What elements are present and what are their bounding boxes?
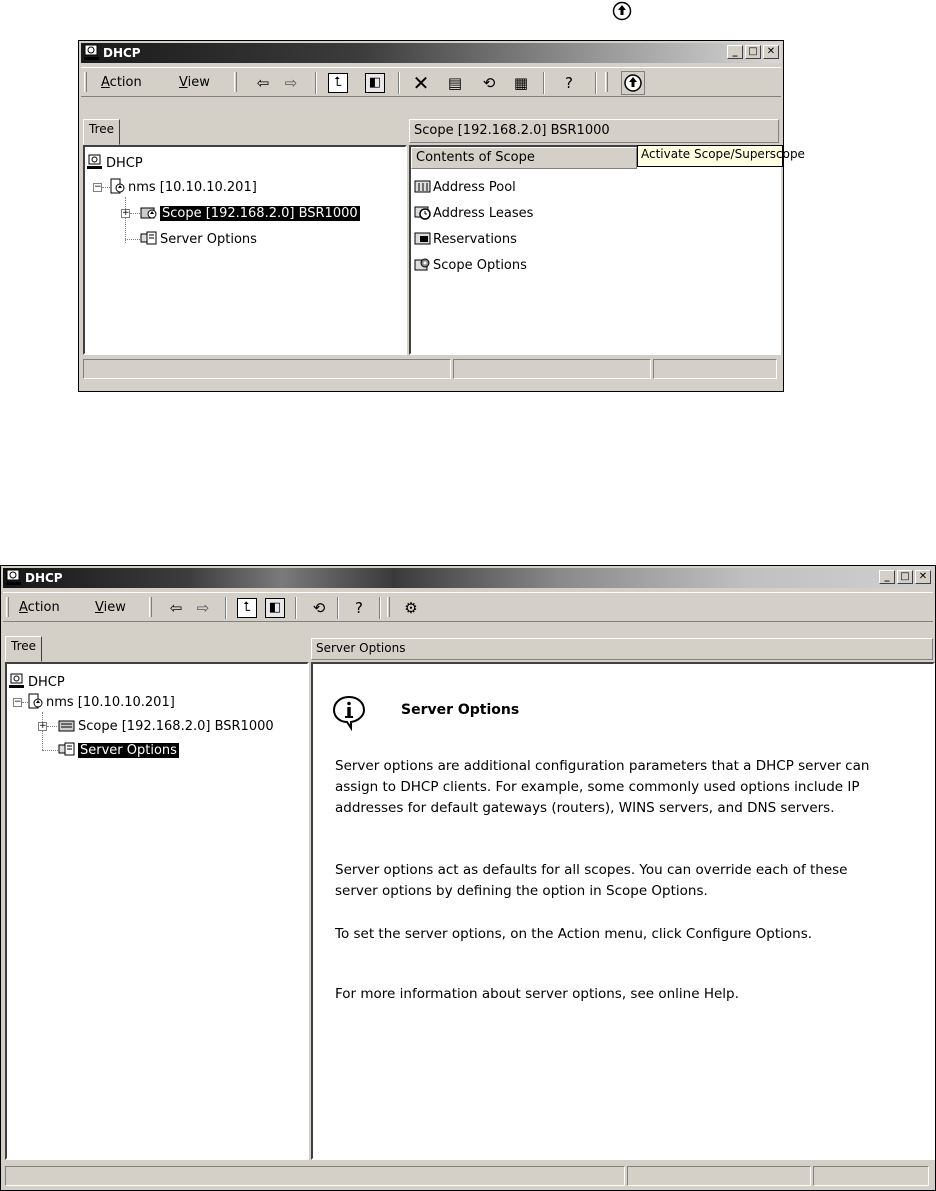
status-bar: [5, 1166, 933, 1186]
delete-icon[interactable]: ✕: [412, 71, 430, 95]
paragraph-4: For more information about server options, see online Help.: [335, 986, 739, 1002]
server-icon: [109, 179, 125, 193]
tree-node-scope[interactable]: Scope [192.168.2.0] BSR1000: [59, 718, 274, 734]
forward-arrow-icon[interactable]: ⇨: [284, 74, 298, 92]
tree-node-dhcp[interactable]: DHCP: [9, 674, 65, 690]
minimize-button[interactable]: _: [727, 45, 743, 59]
show-hide-tree-icon[interactable]: ◧: [265, 598, 285, 618]
info-icon: [331, 694, 367, 730]
back-arrow-icon[interactable]: ⇦: [256, 74, 270, 92]
right-pane-header: Server Options: [311, 638, 933, 660]
configure-options-icon[interactable]: ⚙: [404, 599, 418, 617]
tree-node-server[interactable]: nms [10.10.10.201]: [27, 694, 175, 710]
address-leases-icon: [415, 205, 431, 219]
tree-node-dhcp[interactable]: DHCP: [87, 155, 143, 171]
close-button[interactable]: ✕: [763, 45, 779, 59]
tree-node-scope[interactable]: Scope [192.168.2.0] BSR1000: [141, 205, 360, 221]
dhcp-window-scope: [78, 40, 805, 392]
tree-node-server[interactable]: nms [10.10.10.201]: [109, 179, 257, 195]
activate-scope-icon[interactable]: [621, 71, 645, 95]
expand-icon[interactable]: +: [122, 208, 130, 218]
tree-node-server-options[interactable]: Server Options: [59, 742, 179, 758]
title-bar[interactable]: [81, 43, 781, 63]
menu-action[interactable]: Action: [19, 600, 60, 615]
tab-tree[interactable]: Tree: [5, 636, 42, 662]
dhcp-node-icon: [87, 155, 103, 169]
properties-icon[interactable]: ▤: [447, 74, 463, 92]
contents-pane: [409, 145, 781, 355]
paragraph-2: Server options act as defaults for all scopes. You can override each of these server options by defining the option in Scope Options.: [335, 862, 848, 899]
up-level-icon[interactable]: ⮤: [237, 598, 257, 618]
column-header-contents[interactable]: Contents of Scope: [411, 147, 637, 169]
title-bar[interactable]: [3, 568, 933, 588]
maximize-button[interactable]: □: [897, 570, 913, 584]
info-title: Server Options: [401, 702, 520, 718]
refresh-icon[interactable]: ⟲: [482, 74, 496, 92]
scope-options-icon: [415, 257, 431, 271]
scope-activate-icon: [611, 0, 633, 22]
window-title: DHCP: [103, 46, 141, 60]
server-icon: [27, 694, 43, 708]
paragraph-1: Server options are additional configuration parameters that a DHCP server can assign to DHCP clients. For example, some commonly used options include IP addresses for default gateways (routers), WINS servers, and DNS servers.: [335, 758, 870, 816]
list-item-scope-options[interactable]: Scope Options: [415, 257, 527, 273]
collapse-icon[interactable]: −: [14, 697, 22, 707]
paragraph-3: To set the server options, on the Action menu, click Configure Options.: [335, 926, 813, 942]
dhcp-app-icon: [84, 45, 100, 60]
scope-folder-icon: [141, 205, 157, 219]
scope-folder-icon: [59, 718, 75, 732]
toolbar: [81, 67, 781, 97]
address-pool-icon: [415, 179, 431, 193]
help-icon[interactable]: ?: [355, 599, 363, 617]
info-pane: [311, 662, 935, 1160]
list-item-address-pool[interactable]: Address Pool: [415, 179, 516, 195]
dhcp-node-icon: [9, 674, 25, 688]
minimize-button[interactable]: _: [879, 570, 895, 584]
close-button[interactable]: ✕: [915, 570, 931, 584]
export-list-icon[interactable]: ▦: [513, 74, 529, 92]
server-options-icon: [59, 742, 75, 756]
window-title: DHCP: [25, 571, 63, 585]
maximize-button[interactable]: □: [745, 45, 761, 59]
menu-action[interactable]: Action: [101, 75, 142, 90]
tree-pane: [5, 662, 309, 1160]
collapse-icon[interactable]: −: [94, 182, 102, 192]
status-bar: [83, 359, 781, 379]
toolbar: [3, 592, 933, 622]
expand-icon[interactable]: +: [39, 721, 47, 731]
list-item-address-leases[interactable]: Address Leases: [415, 205, 533, 221]
menu-view[interactable]: View: [95, 600, 126, 615]
menu-view[interactable]: View: [179, 75, 210, 90]
reservations-icon: [415, 231, 431, 245]
tab-tree[interactable]: Tree: [83, 119, 120, 145]
right-pane-header: Scope [192.168.2.0] BSR1000: [409, 119, 779, 143]
tree-node-server-options[interactable]: Server Options: [141, 231, 257, 247]
up-level-icon[interactable]: ⮤: [328, 73, 348, 93]
forward-arrow-icon[interactable]: ⇨: [196, 599, 210, 617]
tree-pane: [83, 145, 407, 355]
list-item-reservations[interactable]: Reservations: [415, 231, 517, 247]
tooltip-activate-scope: Activate Scope/Superscope: [637, 145, 783, 167]
back-arrow-icon[interactable]: ⇦: [169, 599, 183, 617]
server-options-icon: [141, 231, 157, 245]
dhcp-window-server-options: [0, 565, 936, 1191]
dhcp-app-icon: [6, 570, 22, 585]
refresh-icon[interactable]: ⟲: [312, 599, 326, 617]
show-hide-tree-icon[interactable]: ◧: [365, 73, 385, 93]
help-icon[interactable]: ?: [565, 74, 573, 92]
